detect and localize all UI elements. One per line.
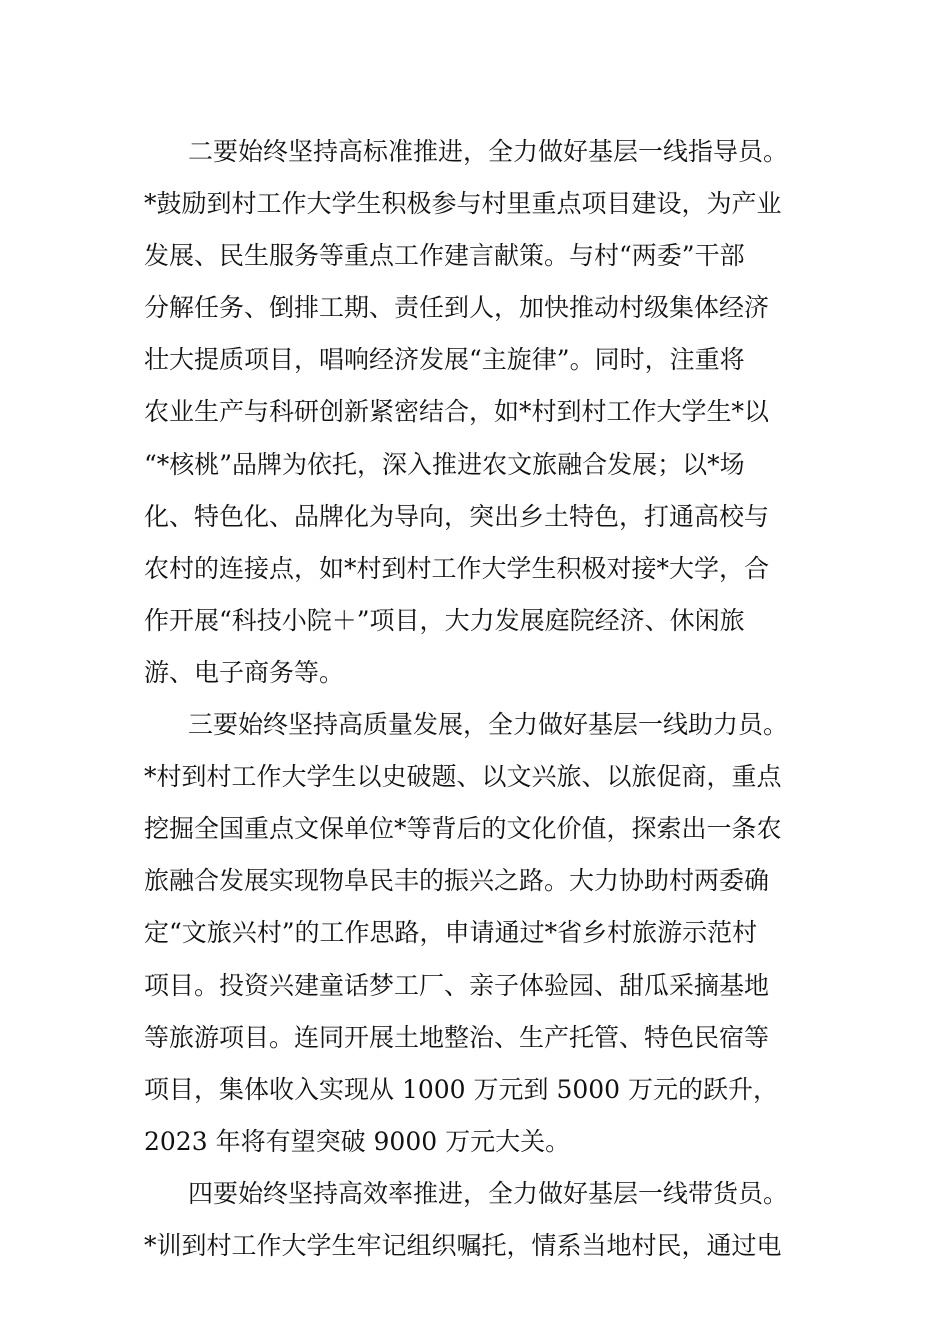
text-line: 化、特色化、品牌化为导向，突出乡土特色，打通高校与 [144, 501, 770, 531]
paragraph [144, 1168, 814, 1272]
text-line: 等旅游项目。连同开展土地整治、生产托管、特色民宿等 [144, 1022, 770, 1052]
paragraph [144, 126, 814, 699]
text-line: 农村的连接点，如*村到村工作大学生积极对接*大学，合 [144, 553, 770, 583]
document-body [144, 126, 814, 1272]
text-line: 作开展“科技小院＋”项目，大力发展庭院经济、休闲旅 [144, 605, 745, 635]
text-line: 分解任务、倒排工期、责任到人，加快推动村级集体经济 [144, 293, 770, 323]
text-line: 2023 年将有望突破 9000 万元大关。 [144, 1126, 571, 1156]
text-line: 发展、民生服务等重点工作建言献策。与村“两委”干部 [144, 241, 745, 271]
text-line: 农业生产与科研创新紧密结合，如*村到村工作大学生*以 [144, 397, 770, 427]
text-line: *鼓励到村工作大学生积极参与村里重点项目建设，为产业 [144, 189, 782, 219]
text-line: 定“文旅兴村”的工作思路，申请通过*省乡村旅游示范村 [144, 918, 758, 948]
text-line: 二要始终坚持高标准推进，全力做好基层一线指导员。 [188, 137, 789, 166]
text-line: 项目，集体收入实现从 1000 万元到 5000 万元的跃升， [144, 1074, 779, 1104]
paragraph [144, 699, 814, 1168]
text-line: 三要始终坚持高质量发展，全力做好基层一线助力员。 [188, 710, 789, 740]
text-line: 四要始终坚持高效率推进，全力做好基层一线带货员。 [188, 1178, 789, 1208]
text-line: 壮大提质项目，唱响经济发展“主旋律”。同时，注重将 [144, 345, 745, 375]
text-line: 项目。投资兴建童话梦工厂、亲子体验园、甜瓜采摘基地 [144, 970, 770, 1000]
text-line: *村到村工作大学生以史破题、以文兴旅、以旅促商，重点 [144, 762, 782, 792]
text-line: *训到村工作大学生牢记组织嘱托，情系当地村民，通过电 [144, 1230, 782, 1260]
text-line: 游、电子商务等。 [144, 657, 345, 687]
text-line: “*核桃”品牌为依托，深入推进农文旅融合发展；以*场 [144, 449, 745, 479]
text-line: 旅融合发展实现物阜民丰的振兴之路。大力协助村两委确 [144, 866, 770, 896]
text-line: 挖掘全国重点文保单位*等背后的文化价值，探索出一条农 [144, 814, 782, 844]
